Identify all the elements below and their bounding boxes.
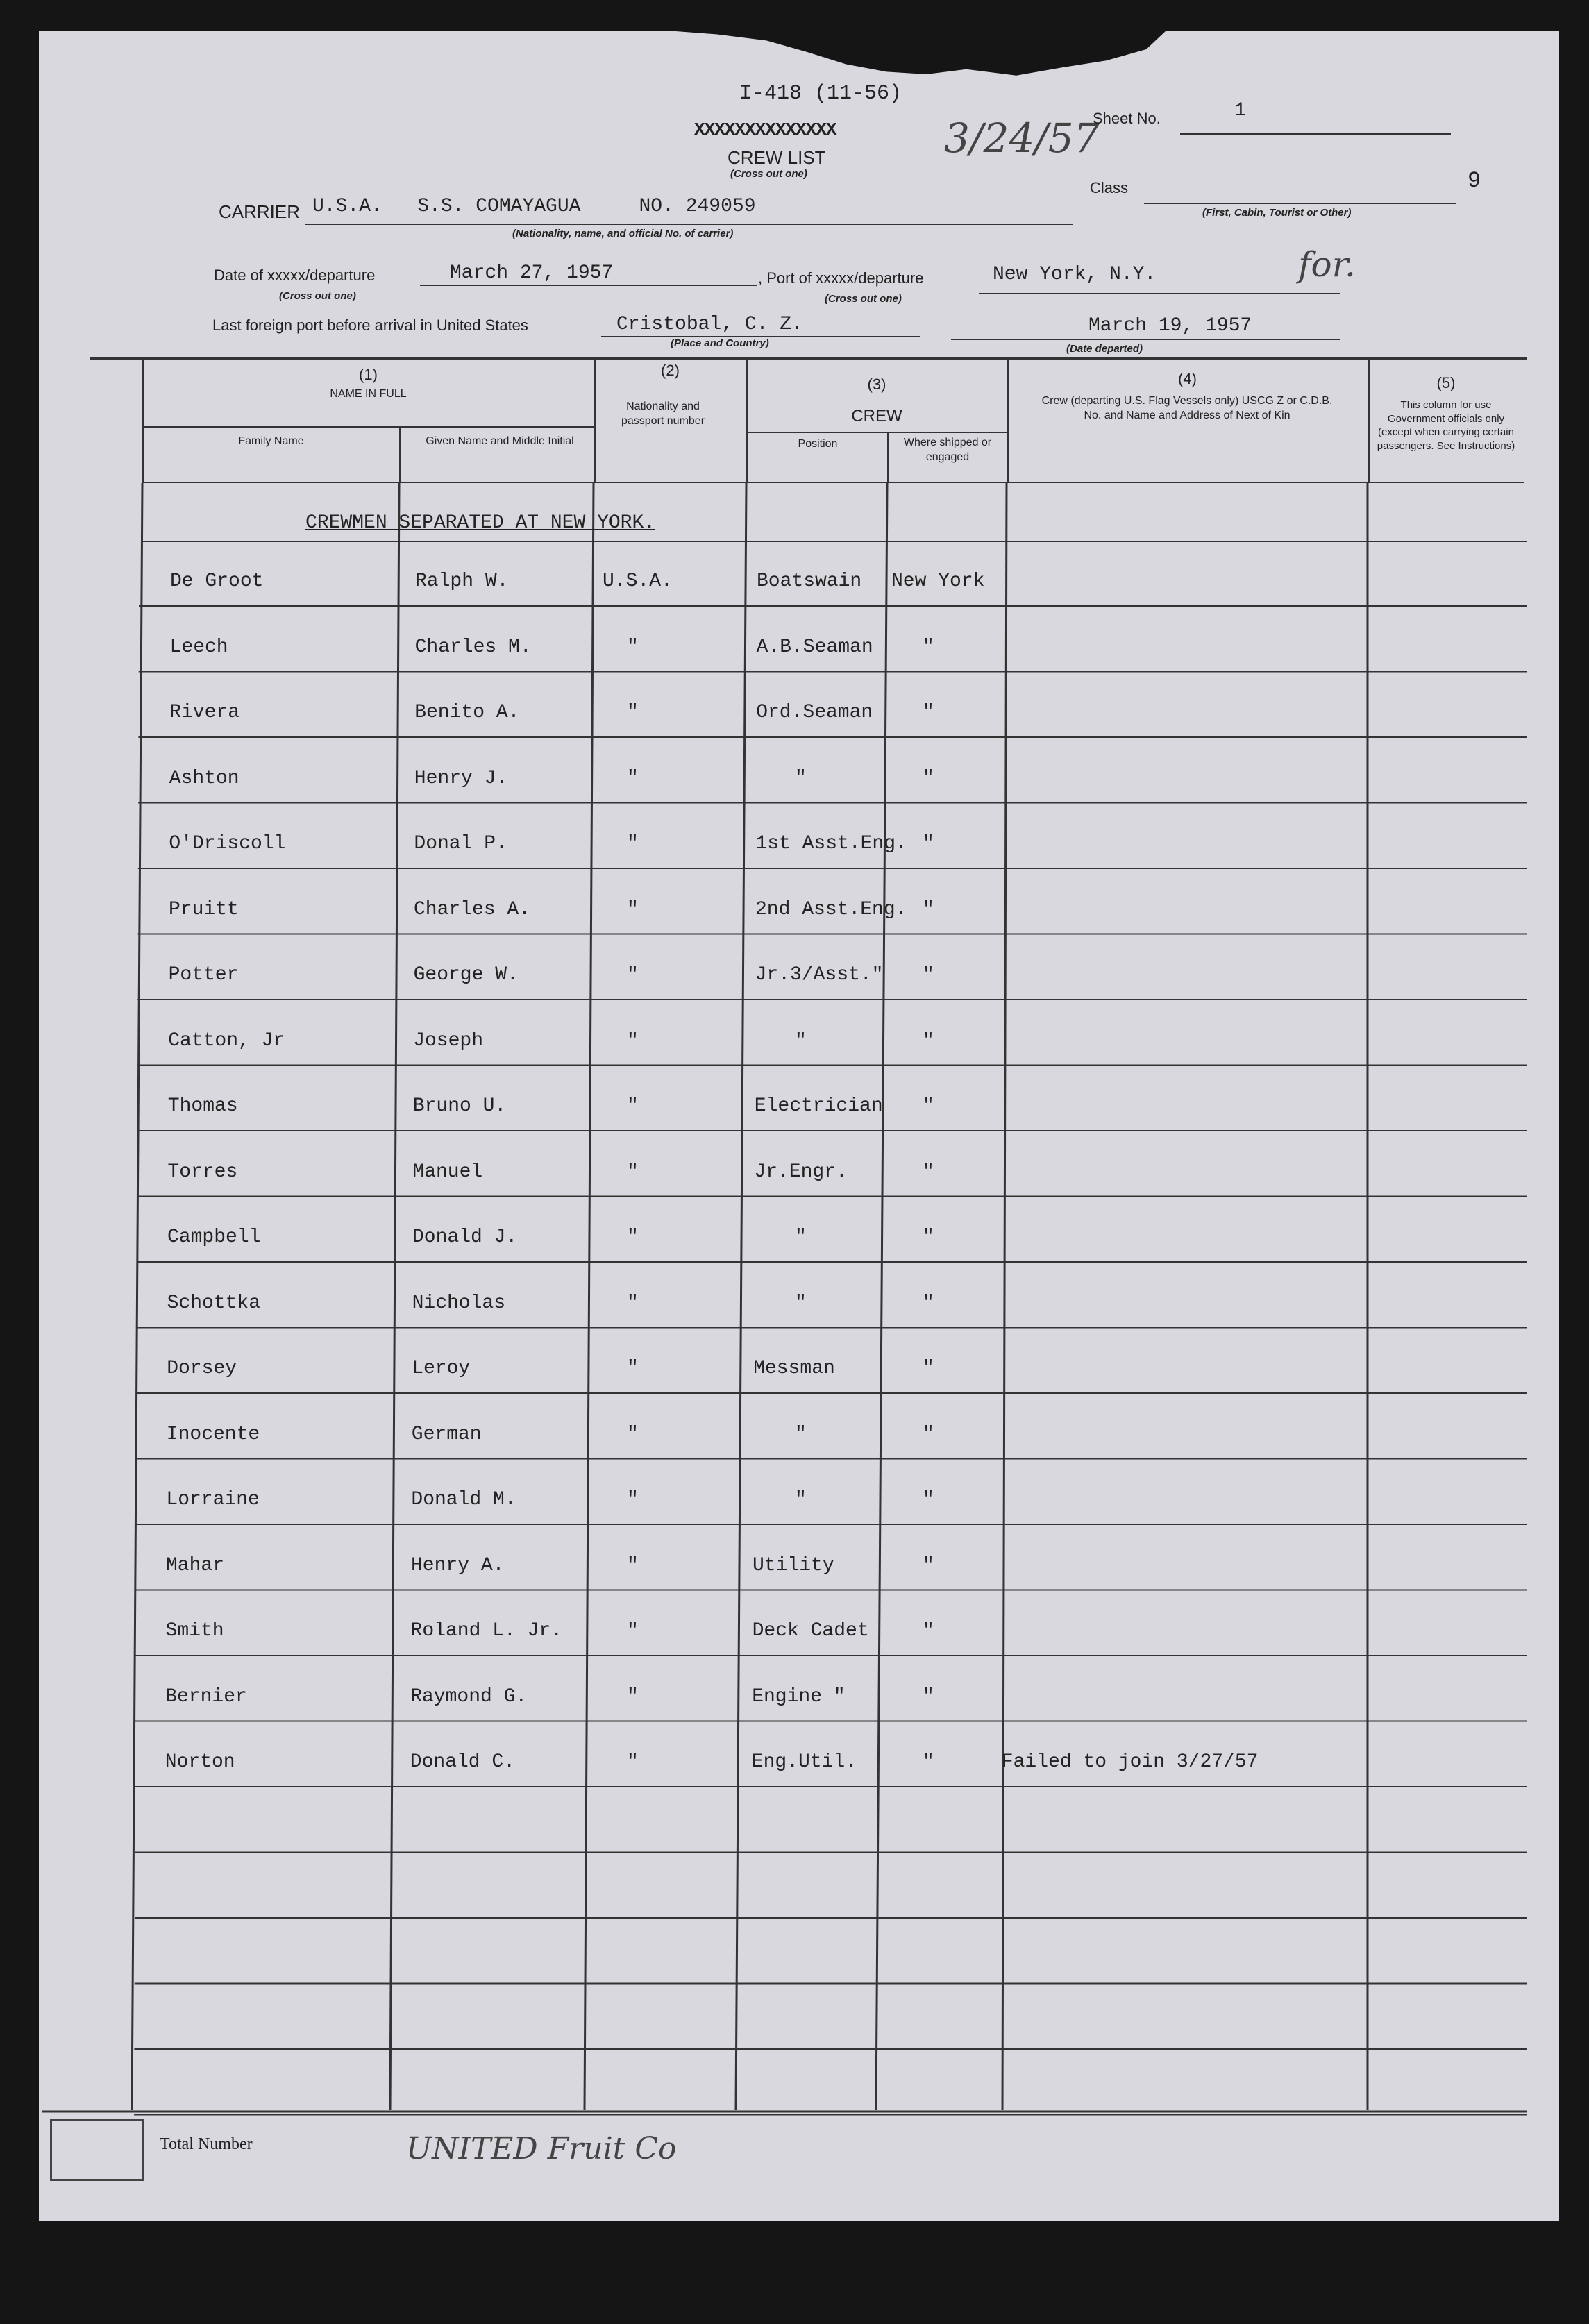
cell-shipped: "	[923, 1227, 934, 1248]
cell-family: Inocente	[166, 1423, 260, 1445]
cell-family: Bernier	[165, 1685, 247, 1708]
cell-position: Eng.Util.	[751, 1751, 857, 1773]
cell-position: Boatswain	[757, 571, 862, 592]
stamp-date: 3/24/57	[944, 115, 1100, 162]
port-value: New York, N.Y.	[993, 264, 1157, 285]
cell-family: Potter	[168, 964, 239, 986]
cell-given: Donal P.	[414, 833, 507, 854]
cell-shipped: "	[923, 964, 934, 986]
col-family-name: Family Name	[238, 435, 304, 447]
cell-family: Norton	[165, 1751, 235, 1773]
cell-nat: "	[627, 1489, 639, 1510]
sheet-label: Sheet No.	[1093, 110, 1161, 127]
cell-position: Ord.Seaman	[756, 702, 873, 723]
col5-title: This column for use Government officials only (except when carrying certain passengers. See Instructions)	[1377, 399, 1515, 452]
cell-position: Jr.Engr.	[754, 1161, 848, 1183]
cell-position: Messman	[753, 1358, 835, 1379]
cell-nat: "	[627, 1227, 639, 1248]
cell-family: Catton, Jr	[168, 1029, 285, 1052]
column-rule	[876, 483, 887, 2110]
total-number-label: Total Number	[160, 2135, 253, 2153]
cell-nat: "	[627, 964, 639, 986]
cell-nat: "	[627, 1095, 639, 1117]
cell-position: A.B.Seaman	[756, 636, 873, 658]
col1-title: NAME IN FULL	[330, 388, 407, 400]
col4-num: (4)	[1178, 370, 1197, 387]
cell-nat: "	[627, 1751, 639, 1773]
cell-position: "	[795, 1292, 807, 1314]
cell-shipped: "	[923, 1751, 934, 1773]
port-note: (Cross out one)	[825, 293, 902, 305]
cell-family: Torres	[167, 1161, 238, 1183]
cell-position: 1st Asst.Eng.	[755, 833, 907, 854]
class-note: (First, Cabin, Tourist or Other)	[1202, 207, 1352, 219]
cell-nat: "	[627, 1423, 639, 1445]
last-port-note: (Place and Country)	[671, 337, 769, 349]
total-number-box	[50, 2119, 144, 2181]
column-rule	[132, 483, 142, 2110]
col1-num: (1)	[359, 366, 378, 383]
cell-nat: U.S.A.	[603, 571, 673, 592]
cell-given: Joseph	[413, 1029, 484, 1052]
cell-given: George W.	[413, 964, 519, 986]
last-port-label: Last foreign port before arrival in United States	[212, 317, 528, 334]
last-port-value: Cristobal, C. Z.	[616, 314, 803, 335]
cell-family: Leech	[169, 636, 228, 658]
cell-nat: "	[627, 1029, 639, 1052]
col5-num: (5)	[1436, 374, 1456, 391]
struck-title: XXXXXXXXXXXXXX	[694, 119, 836, 140]
col3-num: (3)	[867, 376, 886, 393]
cell-nat: "	[627, 702, 639, 723]
cell-nat: "	[627, 1161, 639, 1183]
cell-given: German	[411, 1423, 482, 1445]
margin-mark: for.	[1298, 244, 1356, 285]
cell-given: Donald C.	[410, 1751, 516, 1773]
form-title: CREW LIST	[728, 147, 826, 168]
cell-shipped: "	[923, 833, 934, 854]
cell-position: "	[795, 1489, 807, 1510]
cell-shipped: "	[923, 1358, 934, 1379]
class-label: Class	[1090, 179, 1129, 196]
cell-position: "	[795, 1029, 807, 1052]
cell-given: Leroy	[412, 1358, 471, 1379]
cell-shipped: "	[923, 767, 934, 789]
cell-shipped: "	[923, 636, 934, 658]
date-label: Date of xxxxx/departure	[214, 267, 376, 284]
cell-given: Nicholas	[412, 1292, 506, 1314]
date-departed-value: March 19, 1957	[1088, 315, 1252, 337]
carrier-label: CARRIER	[219, 201, 301, 222]
cell-family: Rivera	[169, 702, 240, 723]
cell-shipped: New York	[891, 571, 985, 592]
cell-shipped: "	[923, 702, 934, 723]
carrier-note: (Nationality, name, and official No. of carrier)	[512, 228, 734, 239]
cell-shipped: "	[923, 1423, 934, 1445]
date-departed-note: (Date departed)	[1066, 343, 1143, 355]
cell-given: Donald M.	[411, 1489, 516, 1510]
cell-nat: "	[627, 767, 639, 789]
cell-family: De Groot	[170, 571, 264, 592]
column-rule	[736, 483, 746, 2110]
cell-nat: "	[627, 636, 639, 658]
cell-nat: "	[627, 1292, 639, 1314]
cell-given: Benito A.	[414, 702, 520, 723]
handwritten-note: UNITED Fruit Co	[406, 2131, 677, 2166]
cell-position: "	[795, 1423, 807, 1445]
cell-given: Charles M.	[414, 636, 532, 658]
carrier-value: U.S.A. S.S. COMAYAGUA NO. 249059	[312, 196, 756, 217]
cell-family: Dorsey	[167, 1358, 237, 1379]
cell-given: Henry A.	[411, 1554, 505, 1576]
col4-title: Crew (departing U.S. Flag Vessels only) USCG Z or C.D.B. No. and Name and Address of Next of Kin	[1041, 395, 1333, 421]
cell-position: "	[795, 767, 807, 789]
cell-given: Ralph W.	[415, 571, 509, 592]
cell-shipped: "	[923, 1029, 934, 1052]
cell-nat: "	[627, 833, 639, 854]
cell-family: Ashton	[169, 767, 239, 789]
cell-position: "	[795, 1227, 807, 1248]
cell-given: Roland L. Jr.	[410, 1620, 563, 1642]
cell-given: Manuel	[412, 1161, 483, 1183]
cell-shipped: "	[923, 1685, 934, 1708]
cell-nat: "	[627, 1685, 639, 1708]
cell-family: O'Driscoll	[169, 833, 286, 854]
cell-given: Bruno U.	[412, 1095, 507, 1117]
page-mark: 9	[1468, 168, 1481, 194]
port-label: , Port of xxxxx/departure	[758, 269, 924, 287]
cell-position: Deck Cadet	[752, 1620, 869, 1642]
cell-position: 2nd Asst.Eng.	[755, 898, 907, 920]
cell-position: Engine "	[752, 1685, 846, 1708]
cell-nat: "	[627, 898, 639, 920]
cell-family: Smith	[165, 1620, 224, 1642]
col2-title: Nationality and passport number	[621, 401, 705, 427]
cell-shipped: "	[923, 1161, 934, 1183]
cell-shipped: "	[923, 1095, 934, 1117]
cell-family: Pruitt	[169, 898, 239, 920]
column-rule	[390, 483, 399, 2110]
col-given-name: Given Name and Middle Initial	[426, 435, 574, 447]
cell-position: Utility	[753, 1554, 834, 1576]
col3-title: CREW	[851, 407, 902, 426]
sheet-number: 1	[1234, 100, 1246, 121]
col-where-shipped: Where shipped or engaged	[903, 437, 992, 463]
title-note: (Cross out one)	[730, 168, 807, 180]
cell-shipped: "	[923, 1489, 934, 1510]
cell-nat: "	[627, 1358, 639, 1379]
cell-family: Schottka	[167, 1292, 261, 1314]
cell-position: Electrician	[754, 1095, 883, 1117]
cell-shipped: "	[923, 1554, 934, 1576]
cell-given: Henry J.	[414, 767, 508, 789]
cell-nat: "	[627, 1620, 639, 1642]
cell-family: Campbell	[167, 1227, 261, 1248]
form-number: I-418 (11-56)	[739, 82, 902, 106]
section-heading: CREWMEN SEPARATED AT NEW YORK.	[305, 512, 656, 534]
column-rule	[1002, 483, 1007, 2110]
col2-num: (2)	[661, 362, 680, 379]
col-position: Position	[798, 438, 838, 450]
cell-shipped: "	[923, 1620, 934, 1642]
cell-nat: "	[627, 1554, 639, 1576]
cell-given: Raymond G.	[410, 1685, 528, 1708]
cell-shipped: "	[923, 1292, 934, 1314]
column-rule	[585, 483, 594, 2110]
cell-position: Jr.3/Asst."	[755, 964, 884, 986]
cell-family: Mahar	[166, 1554, 225, 1576]
cell-family: Thomas	[167, 1095, 238, 1117]
cell-kin: Failed to join 3/27/57	[1001, 1751, 1259, 1773]
cell-shipped: "	[923, 898, 934, 920]
date-note: (Cross out one)	[279, 290, 356, 302]
cell-given: Charles A.	[414, 898, 531, 920]
date-value: March 27, 1957	[450, 262, 614, 284]
cell-family: Lorraine	[166, 1489, 260, 1510]
cell-given: Donald J.	[412, 1227, 518, 1248]
